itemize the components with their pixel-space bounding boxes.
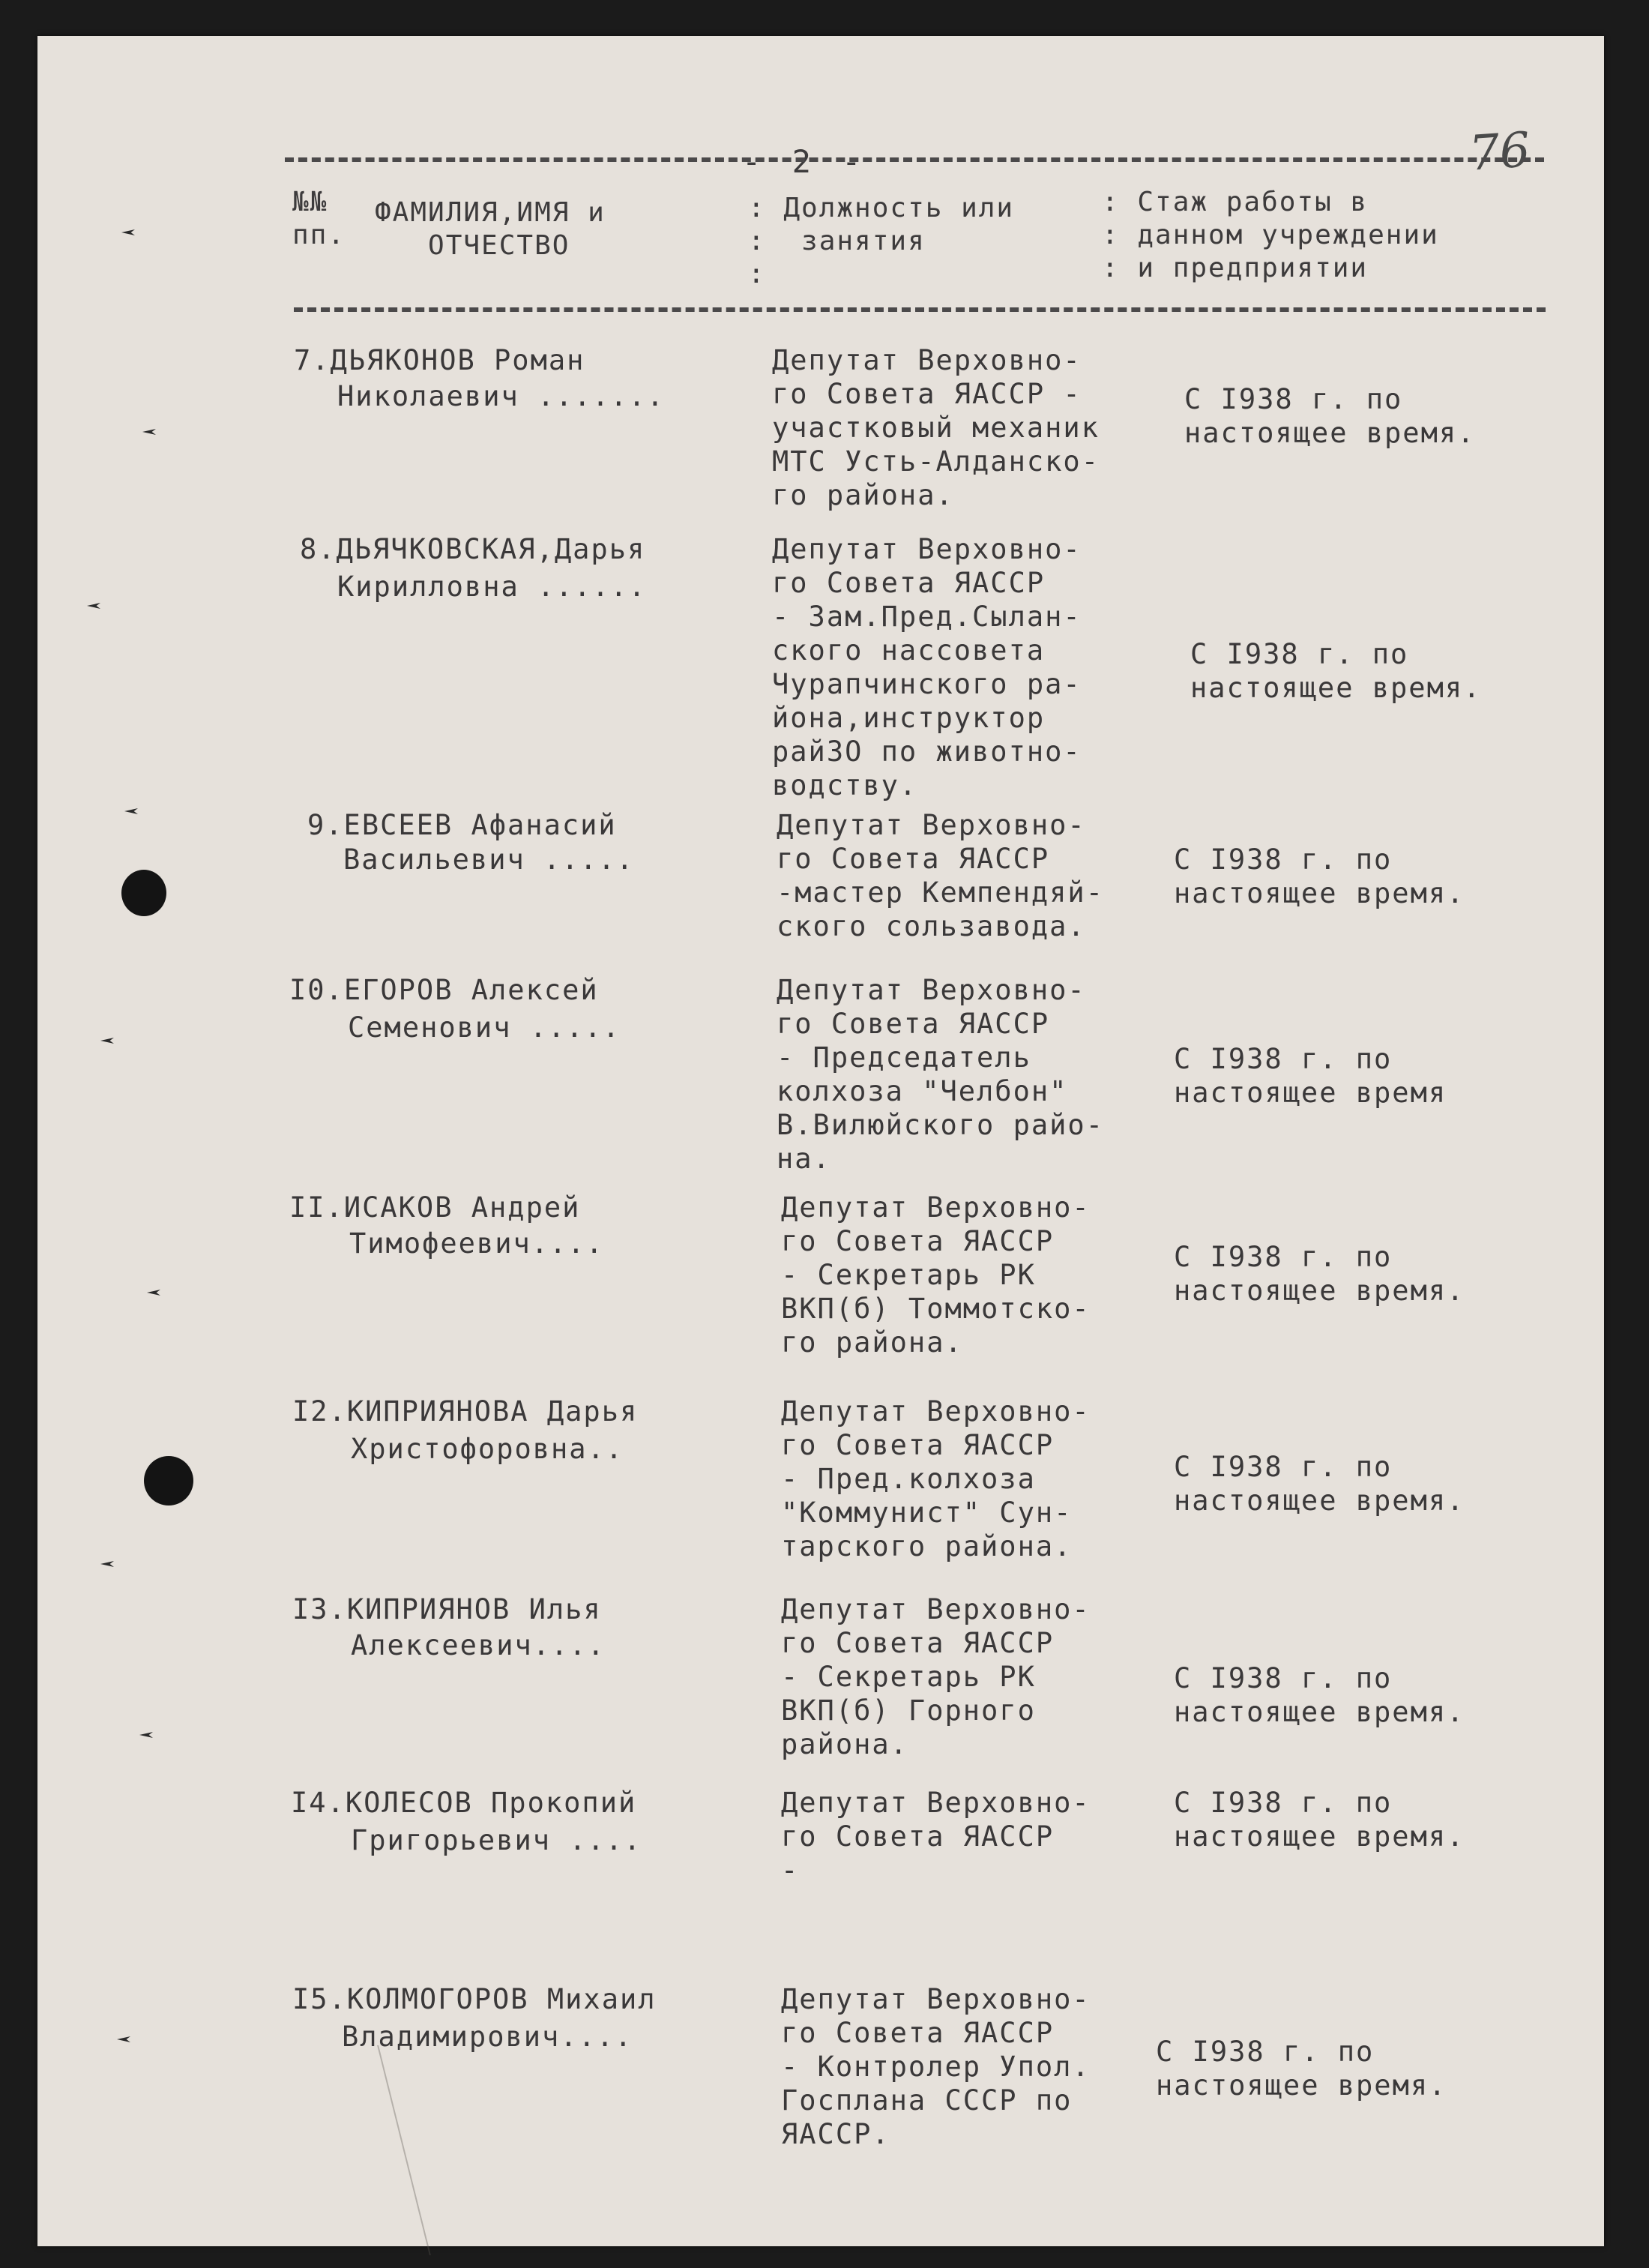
staple-mark [147, 1290, 160, 1296]
row-patronymic: Николаевич ....... [337, 380, 665, 412]
row-patronymic: Григорьевич .... [351, 1824, 642, 1856]
row-tenure: С I938 г. по настоящее время. [1174, 1241, 1465, 1307]
staple-mark [142, 429, 156, 435]
row-tenure: С I938 г. по настоящее время. [1184, 383, 1476, 449]
row-tenure: С I938 г. по настоящее время. [1174, 843, 1465, 909]
row-tenure: С I938 г. по настоящее время. [1174, 1787, 1465, 1853]
row-tenure: С I938 г. по настоящее время. [1174, 1662, 1465, 1728]
row-number-name: I0.ЕГОРОВ Алексей [289, 974, 599, 1006]
archive-number: 76 [1467, 122, 1532, 182]
staple-mark [100, 1561, 114, 1567]
row-patronymic: Кирилловна ...... [337, 571, 647, 603]
row-patronymic: Алексеевич.... [351, 1629, 606, 1661]
row-position: Депутат Верховно- го Совета ЯАССР - Пред.колхоза "Коммунист" Сун- тарского района. [781, 1395, 1091, 1562]
row-number-name: I2.КИПРИЯНОВА Дарья [292, 1395, 639, 1428]
document-page [37, 36, 1604, 2246]
row-number-name: I4.КОЛЕСОВ Прокопий [291, 1787, 637, 1819]
row-position: Депутат Верховно- го Совета ЯАССР -мастер Кемпендяй- ского сользавода. [777, 809, 1104, 942]
row-tenure: С I938 г. по настоящее время. [1174, 1451, 1465, 1517]
row-patronymic: Васильевич ..... [343, 843, 635, 876]
row-number-name: 9.ЕВСЕЕВ Афанасий [307, 809, 617, 841]
paper-crease [377, 2045, 491, 2255]
column-header-tenure: : Стаж работы в : данном учреждении : и предприятии [1102, 187, 1439, 283]
row-position: Депутат Верховно- го Совета ЯАССР - Секретарь РК ВКП(б) Томмотско- го района. [781, 1191, 1091, 1359]
row-position: Депутат Верховно- го Совета ЯАССР - участковый механик МТС Усть-Алданско- го района. [772, 344, 1100, 511]
row-number-name: I3.КИПРИЯНОВ Илья [292, 1593, 602, 1625]
header-bottom-rule [294, 307, 1546, 312]
staple-mark [124, 808, 138, 814]
row-patronymic: Христофоровна.. [351, 1433, 624, 1465]
punch-hole [144, 1456, 193, 1506]
column-header-name: ФАМИЛИЯ,ИМЯ и ОТЧЕСТВО [375, 197, 606, 261]
row-tenure: С I938 г. по настоящее время [1174, 1043, 1447, 1109]
staple-mark [87, 603, 100, 609]
punch-hole [121, 870, 166, 916]
row-patronymic: Владимирович.... [342, 2021, 633, 2053]
staple-mark [100, 1038, 114, 1044]
row-position: Депутат Верховно- го Совета ЯАССР - Секретарь РК ВКП(б) Горного района. [781, 1593, 1091, 1760]
row-number-name: I5.КОЛМОГОРОВ Михаил [292, 1983, 657, 2015]
row-position: Депутат Верховно- го Совета ЯАССР - Контролер Упол. Госплана СССР по ЯАССР. [781, 1983, 1091, 2150]
column-header-number: №№ пп. [292, 187, 346, 250]
row-position: Депутат Верховно- го Совета ЯАССР - [781, 1787, 1091, 1886]
row-number-name: 8.ДЬЯЧКОВСКАЯ,Дарья [300, 533, 646, 565]
row-tenure: С I938 г. по настоящее время. [1156, 2036, 1447, 2102]
staple-mark [121, 229, 135, 235]
row-patronymic: Тимофеевич.... [349, 1227, 604, 1260]
header-top-rule [285, 157, 1544, 162]
column-header-position: : Должность или : занятия : [748, 193, 1015, 289]
row-position: Депутат Верховно- го Совета ЯАССР - Председатель колхоза "Челбон" В.Вилюйского райо- на. [777, 974, 1104, 1175]
row-patronymic: Семенович ..... [348, 1011, 621, 1044]
staple-mark [117, 2036, 130, 2042]
staple-mark [139, 1732, 153, 1738]
row-number-name: 7.ДЬЯКОНОВ Роман [294, 344, 585, 376]
row-tenure: С I938 г. по настоящее время. [1190, 638, 1482, 704]
row-position: Депутат Верховно- го Совета ЯАССР - Зам.Пред.Сылан- ского нассовета Чурапчинского ра- йона,инструктор райЗО по животно- водству. [772, 533, 1082, 801]
row-number-name: II.ИСАКОВ Андрей [289, 1191, 581, 1224]
page-number: - 2 - [742, 143, 867, 180]
